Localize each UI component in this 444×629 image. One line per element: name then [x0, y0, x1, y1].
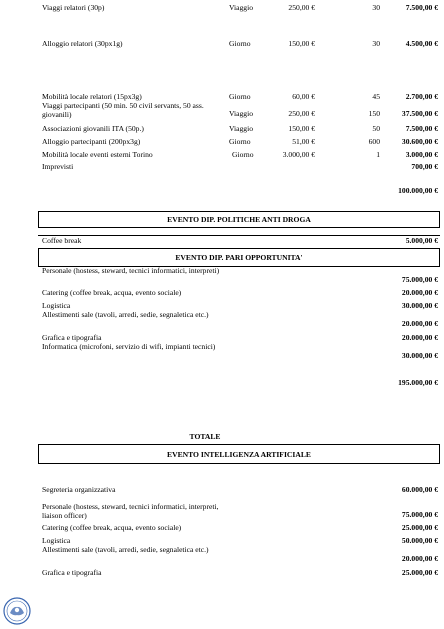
row-unit: Viaggio [229, 3, 254, 12]
row-desc: Personale (hostess, steward, tecnici informatici, interpreti, liaison officer) [42, 502, 219, 520]
row-desc: Imprevisti [42, 162, 74, 171]
row-price: 250,00 € [288, 109, 315, 118]
row-desc: Allestimenti sale (tavoli, arredi, sedie, segnaletica etc.) [42, 545, 209, 554]
row-total: 3.000,00 € [405, 150, 438, 159]
row-unit: Viaggio [229, 124, 254, 133]
row-price: 60,00 € [292, 92, 315, 101]
row-total: 2.700,00 € [405, 92, 438, 101]
row-desc: Logistica [42, 536, 71, 545]
row-qty: 30 [372, 3, 380, 12]
row-desc: Logistica [42, 301, 71, 310]
divider [38, 235, 440, 236]
row-unit: Giorno [232, 150, 254, 159]
row-unit: Giorno [229, 39, 251, 48]
row-price: 150,00 € [288, 39, 315, 48]
seal-icon [3, 597, 31, 625]
row-desc: Catering (coffee break, acqua, evento sociale) [42, 288, 182, 297]
row-desc: Alloggio partecipanti (200px3g) [42, 137, 141, 146]
row-desc: Alloggio relatori (30px1g) [42, 39, 123, 48]
section-title-intelligenza-artificiale: EVENTO INTELLIGENZA ARTIFICIALE [38, 444, 440, 464]
row-desc: Viaggi relatori (30p) [42, 3, 105, 12]
row-qty: 30 [372, 39, 380, 48]
row-total: 20.000,00 € [401, 333, 438, 342]
row-unit: Giorno [229, 137, 251, 146]
row-total: 25.000,00 € [401, 568, 438, 577]
row-desc: Allestimenti sale (tavoli, arredi, sedie, segnaletica etc.) [42, 310, 209, 319]
row-total: 4.500,00 € [405, 39, 438, 48]
row-total: 20.000,00 € [401, 319, 438, 328]
section-title-pari-opportunita: EVENTO DIP. PARI OPPORTUNITA' [38, 248, 440, 267]
row-total: 30.000,00 € [401, 301, 438, 310]
row-price: 250,00 € [288, 3, 315, 12]
row-total: 30.600,00 € [401, 137, 438, 146]
row-unit: Giorno [229, 92, 251, 101]
row-price: 51,00 € [292, 137, 315, 146]
row-price: 3.000,00 € [282, 150, 315, 159]
row-qty: 600 [368, 137, 380, 146]
row-total: 25.000,00 € [401, 523, 438, 532]
row-desc: Associazioni giovanili ITA (50p.) [42, 124, 144, 133]
row-desc: Catering (coffee break, acqua, evento sociale) [42, 523, 182, 532]
subtotal-pari: 195.000,00 € [398, 378, 438, 387]
row-total: 20.000,00 € [401, 288, 438, 297]
row-qty: 1 [376, 150, 380, 159]
row-desc: Grafica e tipografia [42, 568, 102, 577]
row-desc: Mobilità locale eventi esterni Torino [42, 150, 153, 159]
subtotal-top: 100.000,00 € [398, 186, 438, 195]
row-desc: Segreteria organizzativa [42, 485, 116, 494]
row-total: 37.500,00 € [401, 109, 438, 118]
row-total: 700,00 € [411, 162, 438, 171]
row-desc: Grafica e tipografia [42, 333, 102, 342]
row-total: 50.000,00 € [401, 536, 438, 545]
row-desc: Coffee break [42, 236, 82, 245]
row-total: 75.000,00 € [401, 510, 438, 519]
row-desc: Personale (hostess, steward, tecnici informatici, interpreti) [42, 266, 220, 275]
row-desc: Informatica (microfoni, servizio di wifi, impianti tecnici) [42, 342, 216, 351]
row-desc: Viaggi partecipanti (50 min. 50 civil servants, 50 ass. giovanili) [42, 101, 204, 119]
row-total: 60.000,00 € [401, 485, 438, 494]
row-total: 7.500,00 € [405, 3, 438, 12]
row-qty: 45 [372, 92, 380, 101]
row-total: 7.500,00 € [405, 124, 438, 133]
totale-label: TOTALE [189, 432, 221, 441]
row-total: 5.000,00 € [405, 236, 438, 245]
row-total: 20.000,00 € [401, 554, 438, 563]
row-qty: 150 [368, 109, 380, 118]
row-desc: Mobilità locale relatori (15px3g) [42, 92, 142, 101]
row-price: 150,00 € [288, 124, 315, 133]
row-total: 30.000,00 € [401, 351, 438, 360]
section-title-antidroga: EVENTO DIP. POLITICHE ANTI DROGA [38, 211, 440, 228]
row-qty: 50 [372, 124, 380, 133]
row-total: 75.000,00 € [401, 275, 438, 284]
row-unit: Viaggio [229, 109, 254, 118]
